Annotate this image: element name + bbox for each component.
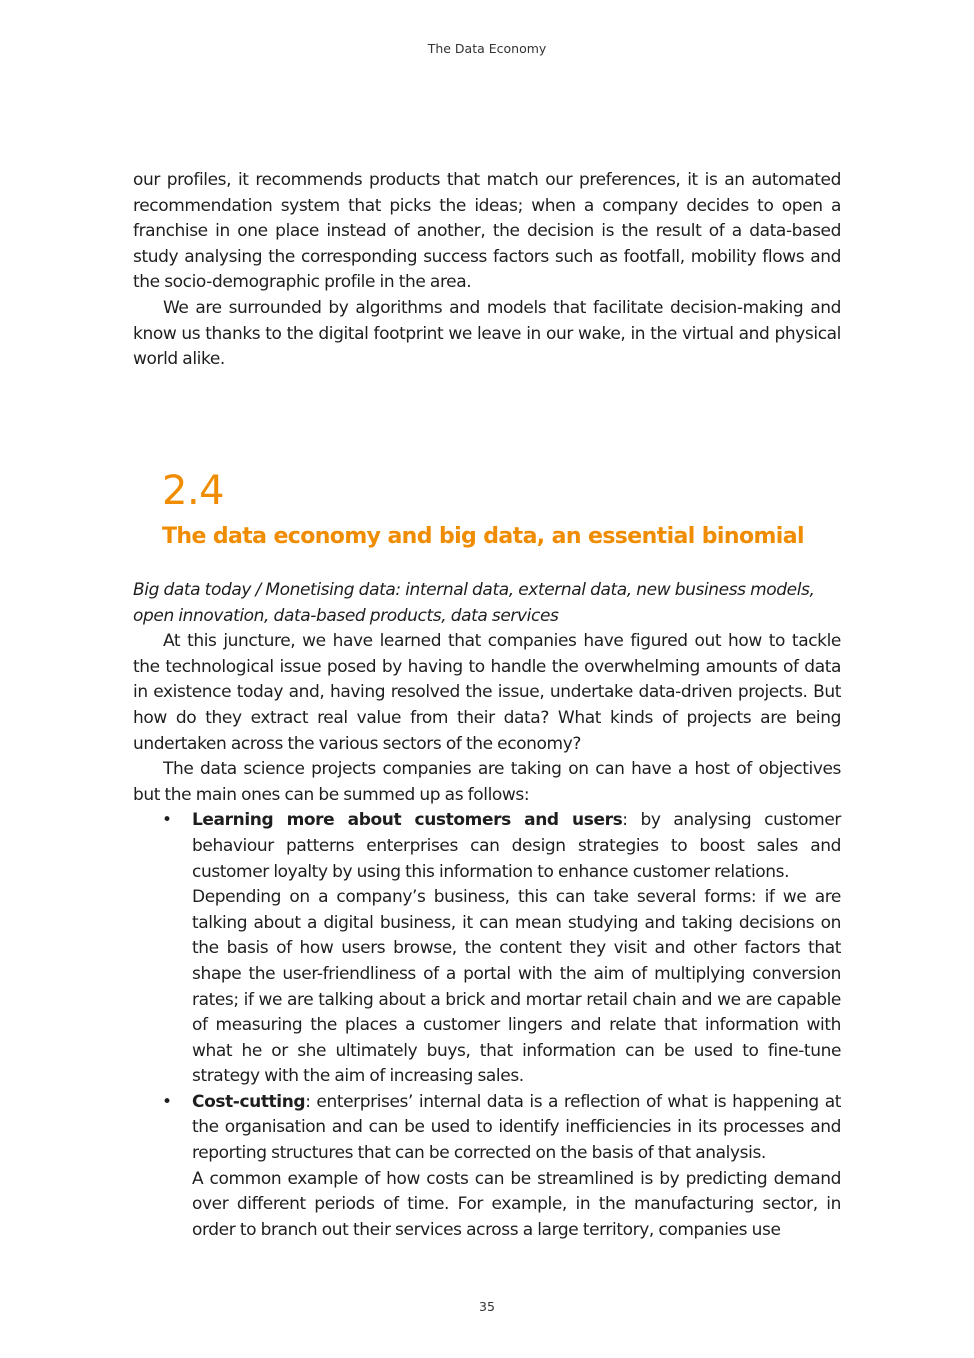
section-subheading: Big data today / Monetising data: internal data, external data, new business models, open innovation, data-based products, data services bbox=[133, 580, 815, 626]
bullet-marker: • bbox=[162, 1091, 172, 1112]
list-item-text bbox=[192, 808, 841, 885]
list-item bbox=[133, 1090, 841, 1244]
section-number: 2.4 bbox=[162, 468, 225, 514]
intro-paragraph: our profiles, it recommends products that match our preferences, it is an automated recommendation system that picks the ideas; when a company decides to open a franchise in one place instead of another, the decision is the result of a data-based study analysing the corresponding success factors such as footfall, mobility flows and the socio-demographic profile in the area. bbox=[133, 170, 841, 293]
list-item-description: : by analysing customer behaviour patterns enterprises can design strategies to boost sales and customer loyalty by using this information to enhance customer relations. bbox=[192, 810, 841, 882]
page-number: 35 bbox=[479, 1299, 495, 1314]
list-item-description: : enterprises’ internal data is a reflection of what is happening at the organisation and can be used to identify inefficiencies in its processes and reporting structures that can be corrected on the basis of that analysis. bbox=[192, 1091, 841, 1164]
objectives-list bbox=[133, 808, 841, 1243]
bullet-marker: • bbox=[162, 810, 172, 831]
list-item-term: Learning more about customers and users bbox=[192, 810, 623, 831]
list-item-continuation: A common example of how costs can be streamlined is by predicting demand over different periods of time. For example, in the manufacturing sector, in order to branch out their services across a large territory, companies use bbox=[192, 1168, 841, 1240]
list-item-term: Cost-cutting bbox=[192, 1091, 306, 1112]
intro-paragraph: We are surrounded by algorithms and models that facilitate decision-making and know us thanks to the digital footprint we leave in our wake, in the virtual and physical world alike. bbox=[133, 297, 841, 370]
body-paragraph: At this juncture, we have learned that companies have figured out how to tackle the technological issue posed by having to handle the overwhelming amounts of data in existence today and, having resolved the issue, undertake data-driven projects. But how do they extract real value from their data? What kinds of projects are being undertaken across the various sectors of the economy? bbox=[133, 631, 841, 754]
list-item bbox=[133, 808, 841, 1090]
section-title: The data economy and big data, an essential binomial bbox=[162, 524, 804, 549]
section-body bbox=[133, 578, 841, 1243]
running-header: The Data Economy bbox=[427, 41, 547, 56]
body-paragraph: The data science projects companies are taking on can have a host of objectives but the main ones can be summed up as follows: bbox=[133, 759, 841, 805]
list-item-continuation: Depending on a company’s business, this can take several forms: if we are talking about a digital business, it can mean studying and taking decisions on the basis of how users browse, the content they visit and other factors that shape the user-friendliness of a portal with the aim of multiplying conversion rates; if we are talking about a brick and mortar retail chain and we are capable of measuring the places a customer lingers and relate that information with what he or she ultimately buys, that information can be used to fine-tune strategy with the aim of increasing sales. bbox=[192, 887, 841, 1087]
intro-text bbox=[133, 168, 841, 373]
list-item-text bbox=[192, 1090, 841, 1167]
